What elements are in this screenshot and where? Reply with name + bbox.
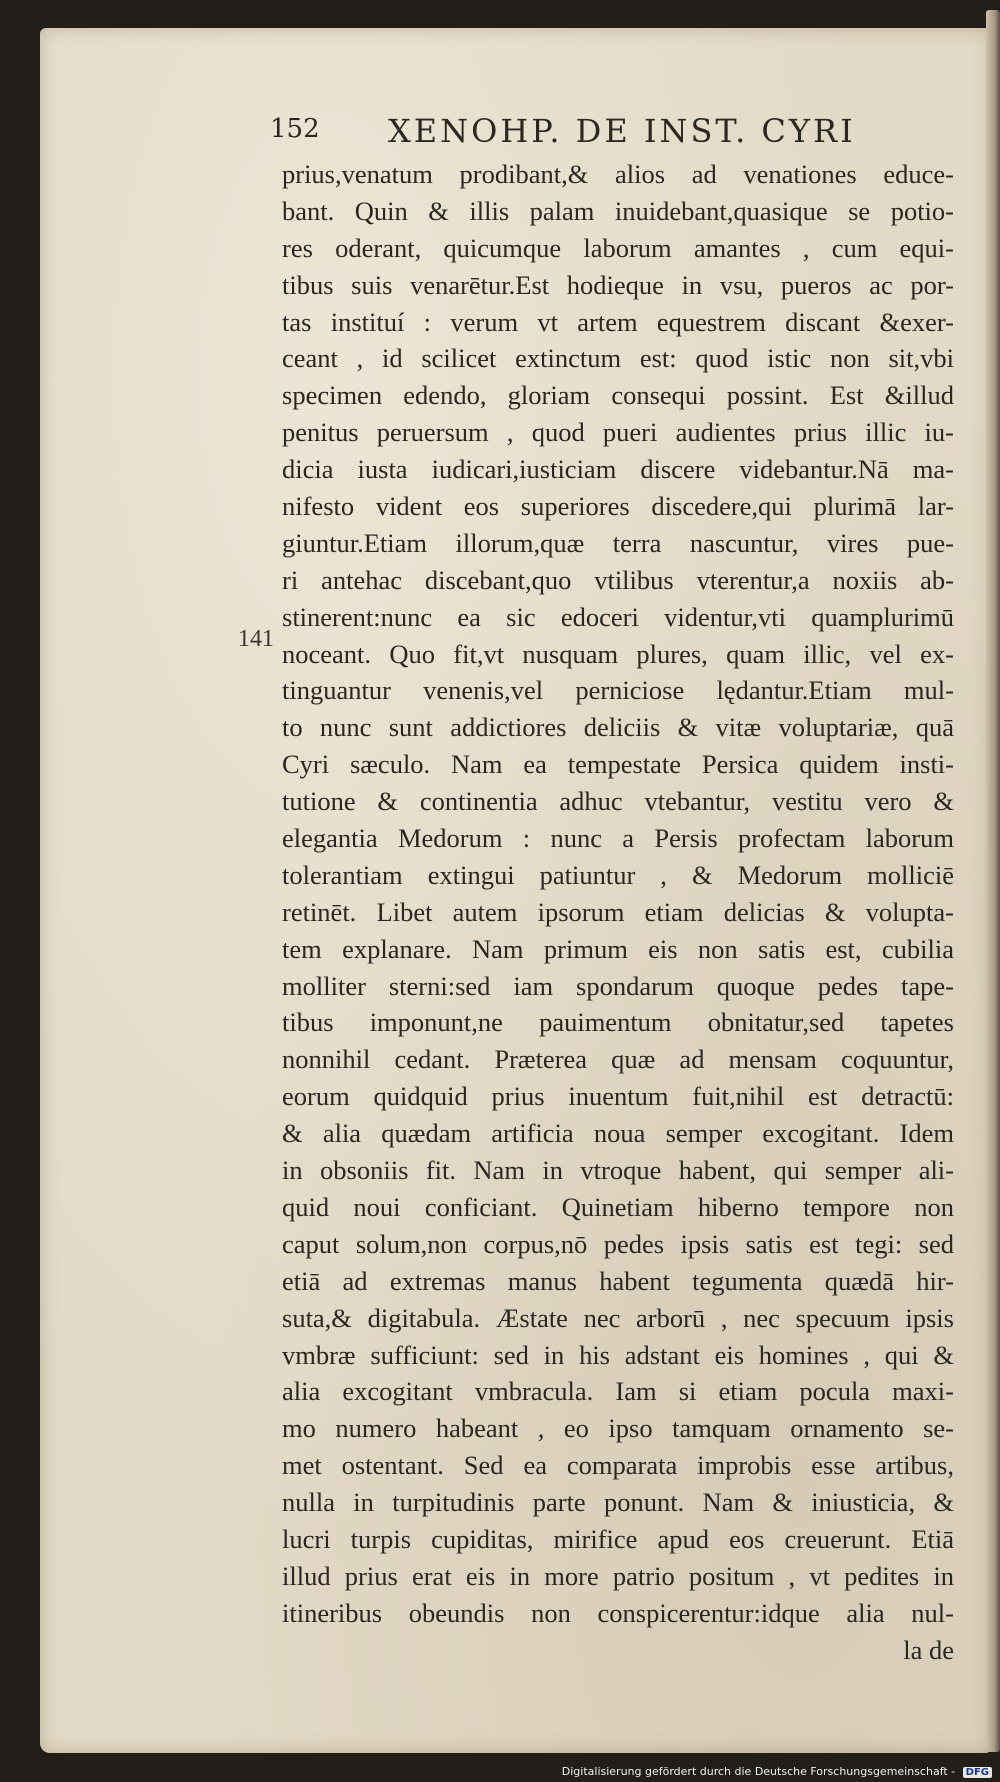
body-text bbox=[282, 156, 954, 1669]
text-line: itineribus obeundis non conspicerentur:idque alia nul- bbox=[282, 1597, 954, 1628]
text-line: nifesto vident eos superiores discedere,qui plurimā lar- bbox=[282, 491, 954, 522]
text-line: Cyri sæculo. Nam ea tempestate Persica quidem insti- bbox=[282, 749, 954, 780]
text-line: mo numero habeant , eo ipso tamquam ornamento se- bbox=[282, 1413, 954, 1444]
running-title: XENOHP. DE INST. CYRI bbox=[388, 112, 856, 150]
text-line: ri antehac discebant,quo vtilibus vterentur,a noxiis ab- bbox=[282, 564, 954, 595]
text-line: noceant. Quo fit,vt nusquam plures, quam illic, vel ex- bbox=[282, 638, 954, 669]
marginal-note: 141 bbox=[238, 626, 274, 652]
text-line: illud prius erat eis in more patrio positum , vt pedites in bbox=[282, 1560, 954, 1591]
text-line: ceant , id scilicet extinctum est: quod istic non sit,vbi bbox=[282, 343, 954, 374]
text-line: in obsoniis fit. Nam in vtroque habent, qui semper ali- bbox=[282, 1155, 954, 1186]
text-line: eorum quidquid prius inuentum fuit,nihil est detractū: bbox=[282, 1081, 954, 1112]
text-line: tinguantur venenis,vel perniciose lędantur.Etiam mul- bbox=[282, 675, 954, 706]
text-line: nonnihil cedant. Præterea quæ ad mensam coquuntur, bbox=[282, 1044, 954, 1075]
text-line: tutione & continentia adhuc vtebantur, vestitu vero & bbox=[282, 786, 954, 817]
text-line: specimen edendo, gloriam consequi possint. Est &illud bbox=[282, 380, 954, 411]
text-line: tibus imponunt,ne pauimentum obnitatur,sed tapetes bbox=[282, 1007, 954, 1038]
text-line: res oderant, quicumque laborum amantes , cum equi- bbox=[282, 232, 954, 263]
text-line: tas instituí : verum vt artem equestrem discant &exer- bbox=[282, 306, 954, 337]
text-line: prius,venatum prodibant,& alios ad venationes educe- bbox=[282, 159, 954, 189]
text-line: giuntur.Etiam illorum,quæ terra nascuntur, vires pue- bbox=[282, 527, 954, 558]
text-line: stinerent:nunc ea sic edoceri videntur,vti quamplurimū bbox=[282, 601, 954, 632]
text-line: tolerantiam extingui patiuntur , & Medorum molliciē bbox=[282, 859, 954, 890]
running-title-wrap bbox=[270, 112, 970, 156]
text-line: vmbræ sufficiunt: sed in his adstant eis homines , qui & bbox=[282, 1339, 954, 1370]
credit-text: Digitalisierung gefördert durch die Deutsche Forschungsgemeinschaft - bbox=[561, 1765, 956, 1778]
catchword: la de bbox=[903, 1634, 954, 1665]
text-line: alia excogitant vmbracula. Iam si etiam pocula maxi- bbox=[282, 1376, 954, 1407]
text-line: met ostentant. Sed ea comparata improbis esse artibus, bbox=[282, 1450, 954, 1481]
text-line: etiā ad extremas manus habent tegumenta quædā hir- bbox=[282, 1265, 954, 1296]
text-line: quid noui conficiant. Quinetiam hiberno tempore non bbox=[282, 1191, 954, 1222]
text-line: suta,& digitabula. Æstate nec arborū , nec specuum ipsis bbox=[282, 1302, 954, 1333]
dfg-logo: DFG bbox=[963, 1767, 992, 1778]
text-line: molliter sterni:sed iam spondarum quoque pedes tape- bbox=[282, 970, 954, 1001]
text-line: penitus peruersum , quod pueri audientes prius illic iu- bbox=[282, 417, 954, 448]
text-line: tibus suis venarētur.Est hodieque in vsu, pueros ac por- bbox=[282, 269, 954, 300]
text-line: & alia quædam artificia noua semper excogitant. Idem bbox=[282, 1118, 954, 1149]
text-line: elegantia Medorum : nunc a Persis profectam laborum bbox=[282, 823, 954, 854]
digitization-credit bbox=[562, 1765, 992, 1778]
text-line: to nunc sunt addictiores deliciis & vitæ voluptariæ, quā bbox=[282, 712, 954, 743]
text-line: dicia iusta iudicari,iusticiam discere videbantur.Nā ma- bbox=[282, 454, 954, 485]
text-line: nulla in turpitudinis parte ponunt. Nam & iniusticia, & bbox=[282, 1487, 954, 1518]
page-edge bbox=[986, 10, 1000, 1752]
text-line: caput solum,non corpus,nō pedes ipsis satis est tegi: sed bbox=[282, 1228, 954, 1259]
text-line: retinēt. Libet autem ipsorum etiam delicias & volupta- bbox=[282, 896, 954, 927]
text-line: bant. Quin & illis palam inuidebant,quasique se potio- bbox=[282, 195, 954, 226]
text-line: tem explanare. Nam primum eis non satis est, cubilia bbox=[282, 933, 954, 964]
text-line: lucri turpis cupiditas, mirifice apud eos creuerunt. Etiā bbox=[282, 1523, 954, 1554]
page-number: 152 bbox=[270, 114, 320, 144]
